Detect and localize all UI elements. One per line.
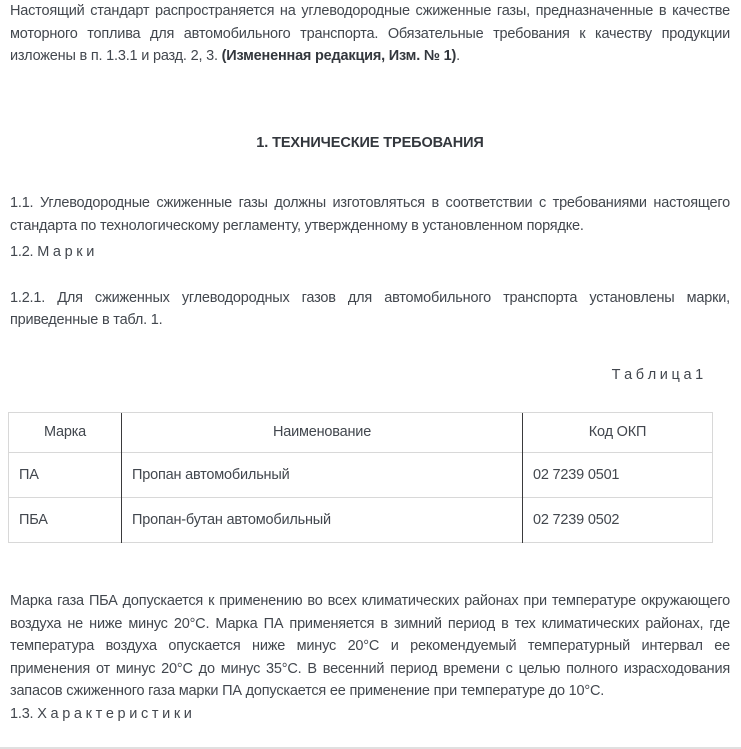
clause-usage-paragraph: Марка газа ПБА допускается к применению во всех климатических районах при температуре окружающего воздуха не ниже минус 20°С. Марка ПА применяется в зимний период в тех климатических районах, где температура воздуха опускается ниже минус 20°С и рекомендуемый температурный интервал ее применения от минус 20°С до минус 35°С. В весенний период времени с целью полного израсходования запасов сжиженного газа марки ПА допускается ее применение при температуре до 10°С. <box>10 593 730 699</box>
section-heading: 1. ТЕХНИЧЕСКИЕ ТРЕБОВАНИЯ <box>256 134 484 151</box>
table-1-row-pba <box>9 498 713 543</box>
table-1-header-kod-okp: Код ОКП <box>523 413 713 453</box>
clause-1-1: 1.1. Углеводородные сжиженные газы должны изготовляться в соответствии с требованиями настоящего стандарта по технологическому регламенту, утвержденному в установленном порядке. <box>10 195 730 234</box>
intro-amendment-note: (Измененная редакция, Изм. № 1) <box>221 48 457 64</box>
clause-1-2-marki: 1.2. М а р к и <box>10 244 95 260</box>
cell-kod-okp: 02 7239 0502 <box>523 498 713 543</box>
clause-1-3-heading: 1.3. Х а р а к т е р и с т и к и <box>10 705 192 722</box>
table-1 <box>8 412 713 543</box>
cell-naimenovanie: Пропан-бутан автомобильный <box>122 498 523 543</box>
table-1-header-marka: Марка <box>9 413 122 453</box>
clause-1-2-1: 1.2.1. Для сжиженных углеводородных газов для автомобильного транспорта установлены марки, приведенные в табл. 1. <box>10 289 730 328</box>
cell-marka: ПА <box>9 453 122 498</box>
intro-period: . <box>456 48 460 64</box>
cell-naimenovanie: Пропан автомобильный <box>122 453 523 498</box>
table-1-header-row <box>9 413 713 453</box>
table-1-row-pa <box>9 453 713 498</box>
intro-text: Настоящий стандарт распространяется на углеводородные сжиженные газы, предназначенные в качестве моторного топлива для автомобильного транспорта. Обязательные требования к качеству продукции изложены в п. 1.3.1 и разд. 2, 3. <box>10 3 730 64</box>
intro-paragraph <box>10 0 730 68</box>
cell-marka: ПБА <box>9 498 122 543</box>
table-1-header-naimenovanie: Наименование <box>122 413 523 453</box>
cell-kod-okp: 02 7239 0501 <box>523 453 713 498</box>
table-1-label: Т а б л и ц а 1 <box>611 366 703 383</box>
